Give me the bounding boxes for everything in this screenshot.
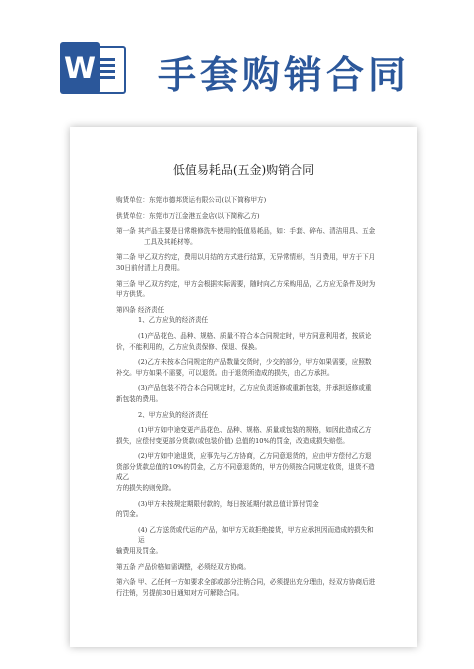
clause-2-line-1: 第二条 甲乙双方约定，费用以月结的方式进行结算，无异常情形，当月费用，甲方于下月	[116, 253, 376, 262]
buyer-duty-1-line-2: 损失，应偿付变更部分货款(或包装价值) 总值的10%的罚金，改造成损失赔偿。	[116, 436, 349, 445]
clause-4-heading: 第四条 经济责任	[116, 305, 165, 314]
seller-duty-3-line-2: 新包装的费用。	[116, 394, 163, 403]
buyer-duty-2-line-1: (2)甲方如中途退货，应事先与乙方协商，乙方同意退货的，应由甲方偿付乙方退	[138, 452, 372, 461]
document-title: 低值易耗品(五金)购销合同	[172, 163, 315, 177]
clause-3-line-1: 第三条 甲乙双方约定，甲方会根据实际需要，随时向乙方采购用品，乙方应无条件及时为	[116, 279, 376, 288]
buyer-duty-1-line-1: (1)甲方如中途变更产品花色、品种、规格、质量或包装的规格，如因此造成乙方	[138, 426, 372, 435]
clause-2-line-2: 30日前付清上月费用。	[116, 263, 184, 272]
header-banner	[0, 0, 474, 118]
buyer-duty-2-line-3: 方的损失的则免除。	[116, 484, 176, 493]
clause-5: 第五条 产品价格如需调整，必须经双方协商。	[116, 562, 250, 571]
banner-title: 手套购销合同	[158, 53, 411, 97]
buyer-duty-3-line-2: 的罚金。	[116, 510, 143, 519]
clause-1-line-1: 第一条 其产品主要是日常维修洗车使用的低值易耗品，如：手套、碎布、清洁用具、五金	[116, 227, 376, 236]
clause-1-line-2: 工具及其耗材等。	[144, 237, 197, 246]
seller-duty-2-line-1: (2)乙方未按本合同规定的产品数量交货时，少交的部分，甲方如果需要，应照数	[138, 358, 372, 367]
document-body	[116, 195, 378, 598]
buyer-duty-3-line-1: (3)甲方未按规定期限付款的，每日按延期付款总值计算付罚金	[138, 499, 319, 508]
seller-duty-2-line-2: 补交。甲方如果不需要，可以退货。由于退货所造成的损失，由乙方承担。	[116, 368, 334, 377]
logo-letter-tile: W	[60, 42, 100, 94]
seller-duty-heading: 1、乙方应负的经济责任	[138, 316, 209, 325]
seller-duty-3-line-1: (3)产品包装不符合本合同规定时，乙方应负责返修或重新包装，并承担返修或重	[138, 384, 372, 393]
document-page	[70, 127, 417, 647]
clause-6-line-1: 第六条 甲、乙任何一方如要求全部或部分注销合同，必须提出充分理由，经双方协商后进	[116, 578, 376, 587]
buyer-duty-4-line-1: (4) 乙方送货或代运的产品，如甲方无故拒绝接货，甲方应承担因而造成的损失和运	[138, 525, 374, 545]
clause-3-line-2: 甲方供货。	[116, 290, 149, 299]
buyer-duty-2-line-2: 货部分货款总值的10%的罚金，乙方不同意退货的，甲方仍须按合同规定收货，退货不造成乙	[116, 462, 375, 482]
buyer-line: 购货单位：东莞市德邦货运有限公司(以下简称甲方)	[116, 196, 267, 204]
seller-duty-1-line-2: 价，不能利用的，乙方应负责保修、保退、保换。	[116, 342, 262, 351]
buyer-duty-4-line-2: 输费用及罚金。	[116, 547, 163, 556]
word-document-icon	[60, 42, 124, 94]
buyer-duty-heading: 2、甲方应负的经济责任	[138, 410, 209, 419]
seller-duty-1-line-1: (1)产品花色、品种、规格、质量不符合本合同规定时，甲方同意利用者，按质论	[138, 331, 372, 340]
clause-6-line-2: 行注销，另提前30日通知对方可解除合同。	[116, 588, 244, 597]
seller-line: 供货单位：东莞市万江金港五金店(以下简称乙方)	[116, 211, 260, 220]
